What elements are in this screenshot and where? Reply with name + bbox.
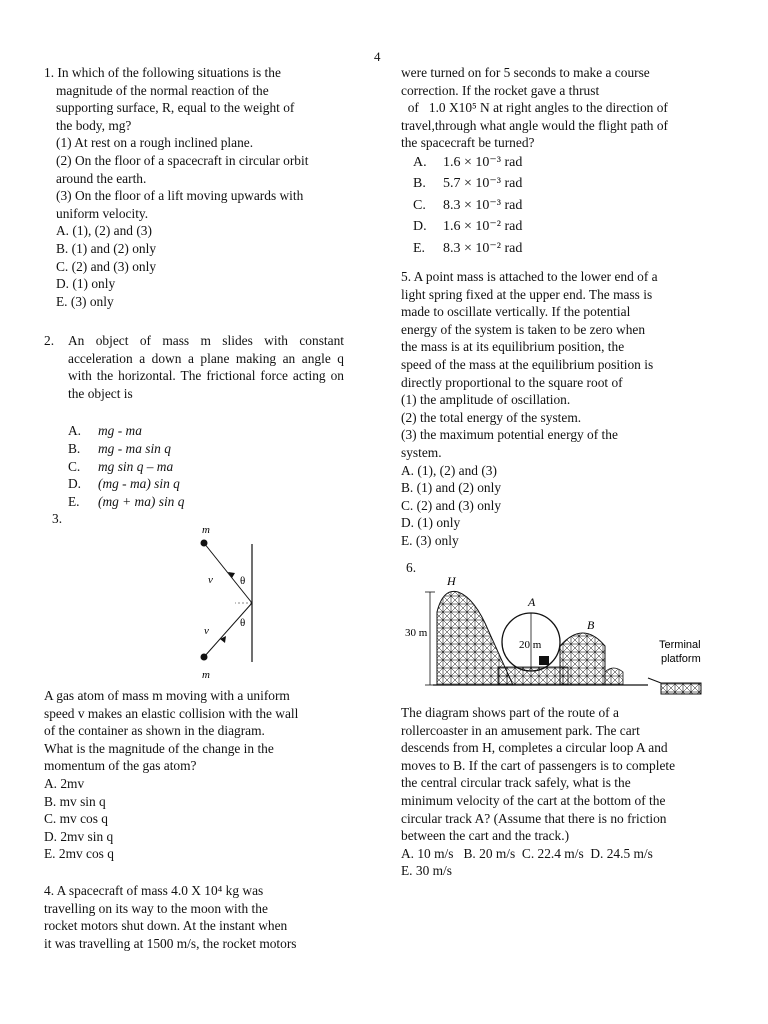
q2-option-letter: D. bbox=[68, 476, 82, 492]
q1-line: (1) At rest on a rough inclined plane. bbox=[56, 135, 254, 151]
q4-line: 4. A spacecraft of mass 4.0 X 10⁴ kg was bbox=[44, 883, 264, 898]
hump-b bbox=[560, 633, 605, 685]
label-a: A bbox=[528, 595, 536, 609]
collision-diagram bbox=[190, 522, 270, 682]
q4-continued-line: correction. If the rocket gave a thrust bbox=[401, 82, 600, 98]
question-4-continued bbox=[401, 64, 713, 259]
q6-options: A. 10 m/s B. 20 m/s C. 22.4 m/s D. 24.5 m/s bbox=[401, 845, 653, 861]
q1-option-a: A. (1), (2) and (3) bbox=[56, 223, 152, 239]
q5-option-a: A. (1), (2) and (3) bbox=[401, 462, 497, 478]
q6-line: rollercoaster in an amusement park. The cart bbox=[401, 722, 640, 738]
q5-line: light spring fixed at the upper end. The mass is bbox=[401, 286, 653, 302]
label-theta-bottom: θ bbox=[240, 617, 246, 629]
q6-option-e: E. 30 m/s bbox=[401, 863, 452, 879]
q2-option-a: mg - ma bbox=[98, 423, 142, 439]
q5-line: directly proportional to the square root of bbox=[401, 374, 623, 390]
q4-continued-line: were turned on for 5 seconds to make a course bbox=[401, 65, 650, 80]
mass-bottom-dot bbox=[201, 654, 208, 661]
q4-continued-line: the spacecraft be turned? bbox=[401, 135, 535, 151]
q4-option-e: 8.3 × 10⁻² rad bbox=[443, 240, 523, 256]
q4-option-letter: C. bbox=[413, 197, 426, 213]
q1-line: uniform velocity. bbox=[56, 205, 149, 221]
q3-option-d: D. 2mv sin q bbox=[44, 828, 114, 844]
cart-icon bbox=[539, 656, 549, 665]
q3-option-b: B. mv sin q bbox=[44, 793, 106, 809]
q1-line: supporting surface, R, equal to the weight of bbox=[56, 100, 295, 116]
q4-continued-line: travel,through what angle would the flight path of bbox=[401, 117, 669, 133]
q1-line: the body, mg? bbox=[56, 117, 132, 133]
q4-line: it was travelling at 1500 m/s, the rocket motors bbox=[44, 935, 297, 951]
q4-option-letter: E. bbox=[413, 240, 426, 256]
label-radius: 20 m bbox=[519, 639, 542, 651]
q2-option-b: mg - ma sin q bbox=[98, 440, 171, 456]
q1-line: 1. In which of the following situations is the bbox=[44, 65, 281, 80]
label-terminal: Terminal bbox=[659, 639, 701, 651]
q5-line: speed of the mass at the equilibrium position is bbox=[401, 356, 654, 372]
label-m-top: m bbox=[202, 524, 210, 536]
q3-line: speed v makes an elastic collision with the wall bbox=[44, 705, 299, 721]
q6-line: moves to B. If the cart of passengers is to complete bbox=[401, 757, 676, 773]
q3-number: 3. bbox=[52, 511, 63, 526]
q4-continued-line: of 1.0 X10⁵ N at right angles to the direction of bbox=[401, 100, 668, 116]
incident-path bbox=[204, 543, 252, 603]
q6-line: the central circular track safely, what is the bbox=[401, 775, 631, 791]
question-1 bbox=[44, 64, 344, 310]
q4-option-b: 5.7 × 10⁻³ rad bbox=[443, 176, 523, 192]
q1-option-d: D. (1) only bbox=[56, 276, 116, 292]
q1-line: magnitude of the normal reaction of the bbox=[56, 82, 269, 98]
q4-option-c: 8.3 × 10⁻³ rad bbox=[443, 197, 523, 213]
label-theta-top: θ bbox=[240, 575, 246, 587]
rebound-path bbox=[204, 603, 252, 657]
q5-option-e: E. (3) only bbox=[401, 532, 459, 548]
q6-line: circular track A? (Assume that there is no friction bbox=[401, 810, 667, 826]
arrow-rebound-icon bbox=[220, 636, 226, 643]
label-v-bottom: v bbox=[204, 625, 209, 637]
q3-line: What is the magnitude of the change in the bbox=[44, 740, 274, 756]
q1-option-b: B. (1) and (2) only bbox=[56, 240, 157, 256]
q4-option-letter: D. bbox=[413, 219, 427, 235]
q2-option-letter: A. bbox=[68, 423, 82, 439]
platform-ramp bbox=[648, 678, 661, 683]
q5-option-b: B. (1) and (2) only bbox=[401, 480, 502, 496]
q6-number: 6. bbox=[406, 560, 417, 575]
q5-line: made to oscillate vertically. If the potential bbox=[401, 304, 631, 320]
q6-line: between the cart and the track.) bbox=[401, 828, 570, 844]
q3-line: of the container as shown in the diagram. bbox=[44, 723, 265, 739]
q3-option-a: A. 2mv bbox=[44, 775, 85, 791]
label-platform: platform bbox=[661, 653, 701, 665]
q1-option-c: C. (2) and (3) only bbox=[56, 258, 157, 274]
q5-line: (1) the amplitude of oscillation. bbox=[401, 392, 571, 408]
q5-line: (3) the maximum potential energy of the bbox=[401, 427, 618, 443]
label-height: 30 m bbox=[405, 627, 428, 639]
q2-option-e: (mg + ma) sin q bbox=[98, 493, 185, 509]
q5-option-c: C. (2) and (3) only bbox=[401, 497, 502, 513]
mass-top-dot bbox=[201, 540, 208, 547]
q4-option-d: 1.6 × 10⁻² rad bbox=[443, 219, 523, 235]
q1-line: (2) On the floor of a spacecraft in circular orbit bbox=[56, 152, 309, 168]
label-v-top: v bbox=[208, 574, 213, 586]
q4-option-letter: B. bbox=[413, 176, 426, 192]
q5-line: the mass is at its equilibrium position, the bbox=[401, 339, 625, 355]
question-3 bbox=[44, 687, 344, 863]
q5-line: 5. A point mass is attached to the lower end of a bbox=[401, 269, 658, 284]
q4-option-a: 1.6 × 10⁻³ rad bbox=[443, 154, 523, 170]
label-h: H bbox=[447, 574, 456, 588]
q4-line: rocket motors shut down. At the instant when bbox=[44, 918, 288, 934]
q5-line: system. bbox=[401, 444, 442, 460]
q4-line: travelling on its way to the moon with the bbox=[44, 900, 268, 916]
q3-option-c: C. mv cos q bbox=[44, 811, 108, 827]
question-5 bbox=[401, 268, 713, 550]
q4-option-letter: A. bbox=[413, 154, 427, 170]
label-b: B bbox=[587, 618, 595, 632]
question-6 bbox=[401, 704, 713, 880]
q6-line: The diagram shows part of the route of a bbox=[401, 705, 619, 720]
q1-option-e: E. (3) only bbox=[56, 293, 114, 309]
loop-base bbox=[498, 667, 568, 685]
q6-line: descends from H, completes a circular loop A and bbox=[401, 740, 668, 756]
q1-line: around the earth. bbox=[56, 170, 147, 186]
q1-line: (3) On the floor of a lift moving upwards with bbox=[56, 188, 304, 204]
q2-option-letter: C. bbox=[68, 458, 81, 474]
q2-option-letter: E. bbox=[68, 493, 80, 509]
terminal-platform bbox=[661, 683, 701, 694]
q2-option-letter: B. bbox=[68, 440, 81, 456]
q2-option-c: mg sin q – ma bbox=[98, 458, 174, 474]
small-hump bbox=[605, 668, 623, 685]
rollercoaster-diagram bbox=[403, 572, 708, 702]
q2-number: 2. bbox=[44, 333, 55, 348]
q3-option-e: E. 2mv cos q bbox=[44, 846, 114, 862]
q2-option-d: (mg - ma) sin q bbox=[98, 476, 180, 492]
q6-line: minimum velocity of the cart at the bottom of the bbox=[401, 792, 666, 808]
q3-line: momentum of the gas atom? bbox=[44, 758, 197, 774]
question-2 bbox=[44, 332, 344, 510]
q2-text: An object of mass m slides with constant acceleration a down a plane making an angle q with the horizontal. The frictional force acting on the object is bbox=[68, 333, 344, 401]
question-4 bbox=[44, 882, 344, 952]
label-m-bottom: m bbox=[202, 669, 210, 681]
q5-option-d: D. (1) only bbox=[401, 515, 461, 531]
page-number: 4 bbox=[374, 49, 381, 64]
q3-line: A gas atom of mass m moving with a uniform bbox=[44, 688, 290, 703]
q5-line: energy of the system is taken to be zero when bbox=[401, 321, 646, 337]
q5-line: (2) the total energy of the system. bbox=[401, 409, 582, 425]
